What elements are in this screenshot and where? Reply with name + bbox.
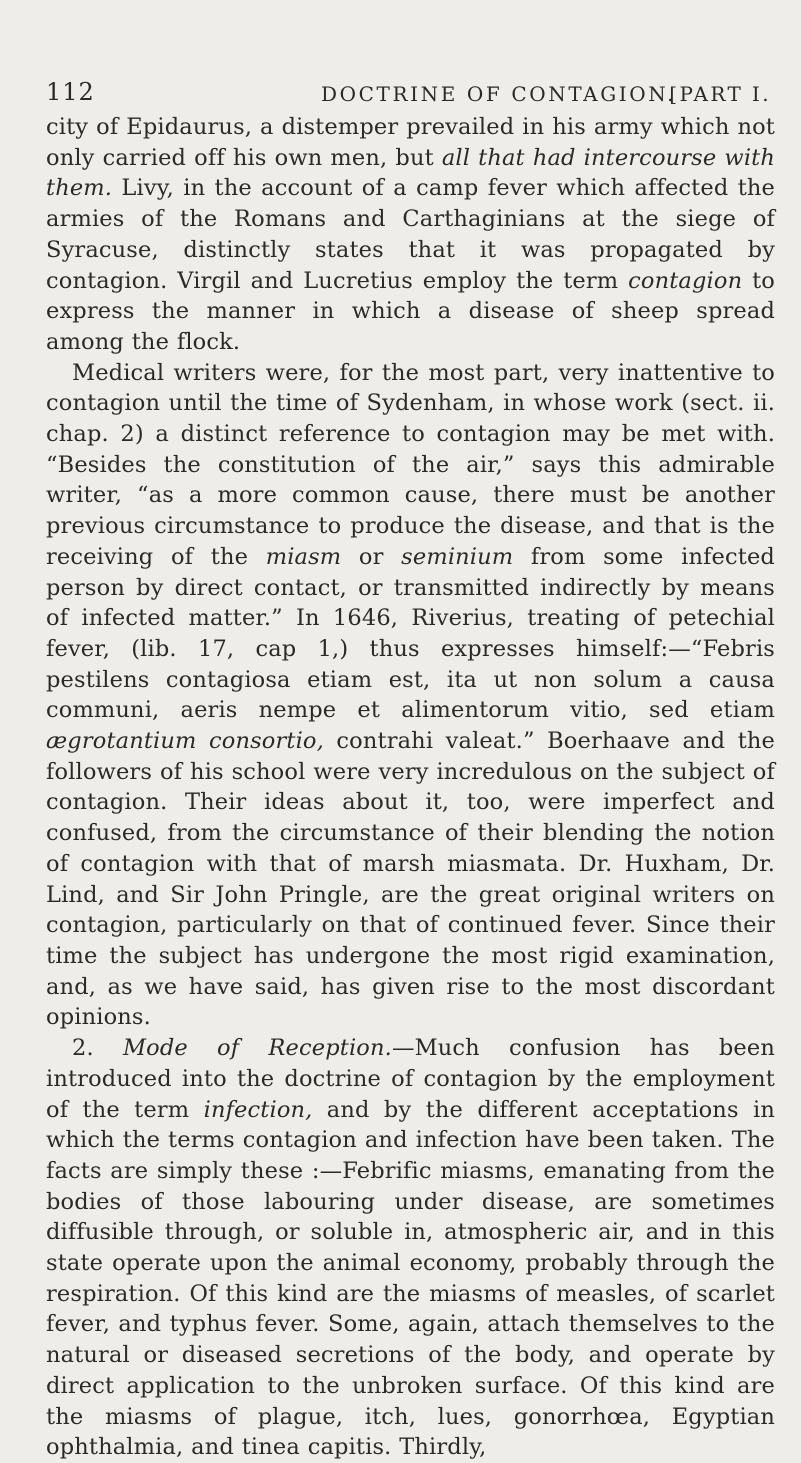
italic-run: miasm: [265, 543, 342, 570]
text-run: —Much confusion has been introduced into the doctrine of contagion by the employment of the term: [46, 1035, 775, 1123]
part-label: [PART I.: [669, 82, 771, 106]
text-run: Medical writers were, for the most part, very inattentive to contagion until the time of Sydenham, in whose work (sect. ii. chap. 2) a distinct reference to contagion may be met with. “Besides the constitution of the air,” says this admirable writer, “as a more common cause, there must be another previous circumstance to produce the disease, and that is the receiving of the: [46, 359, 775, 570]
italic-run: ægrotantium consortio,: [46, 728, 324, 755]
running-title: DOCTRINE OF CONTAGION.: [321, 82, 677, 106]
text-run: 2.: [72, 1035, 123, 1062]
italic-run: contagion: [628, 267, 743, 294]
paragraph-1: [46, 112, 775, 358]
text-run: from some infected person by direct contact, or transmitted indirectly by means of infected matter.” In 1646, Riverius, treating of petechial fever, (lib. 17, cap 1,) thus expresses himself:—“Febris pestilens contagiosa etiam est, ita ut non solum a causa communi, aeris nempe et alimentorum vitio, sed etiam: [46, 543, 775, 724]
text-run: Livy, in the account of a camp fever which affected the armies of the Romans and Carthaginians at the siege of Syracuse, distinctly states that it was propagated by contagion. Virgil and Lucretius employ the term: [46, 175, 775, 294]
text-run: and by the different acceptations in which the terms contagion and infection have been taken. The facts are simply these :—Febrific miasms, emanating from the bodies of those labouring under disease, are sometimes diffusible through, or soluble in, atmospheric air, and in this state operate upon the animal economy, probably through the respiration. Of this kind are the miasms of measles, of scarlet fever, and typhus fever. Some, again, attach themselves to the natural or diseased secretions of the body, and operate by direct application to the unbroken surface. Of this kind are the miasms of plague, itch, lues, gonorrhœa, Egyptian ophthalmia, and tinea capitis. Thirdly,: [46, 1096, 775, 1461]
running-header: [46, 78, 781, 112]
italic-run: Mode of Reception.: [122, 1035, 392, 1062]
text-run: or: [341, 543, 402, 570]
italic-run: seminium: [401, 543, 514, 570]
paragraph-3: [46, 1033, 775, 1463]
italic-run: all that had intercourse with them.: [46, 144, 775, 202]
text-run: to express the manner in which a disease of sheep spread among the flock.: [46, 267, 775, 355]
page-number: 112: [46, 78, 95, 106]
text-run: city of Epidaurus, a distemper prevailed in his army which not only carried off his own men, but: [46, 114, 775, 171]
text-run: contrahi valeat.” Boerhaave and the followers of his school were very incredulous on the subject of contagion. Their ideas about it, too, were imperfect and confused, from the circumstance of their blending the notion of contagion with that of marsh miasmata. Dr. Huxham, Dr. Lind, and Sir John Pringle, are the great original writers on contagion, particularly on that of continued fever. Since their time the subject has undergone the most rigid examination, and, as we have said, has given rise to the most discordant opinions.: [46, 728, 775, 1031]
paragraph-2: [46, 358, 775, 1033]
italic-run: infection,: [203, 1096, 313, 1123]
body-text: [46, 112, 775, 1463]
